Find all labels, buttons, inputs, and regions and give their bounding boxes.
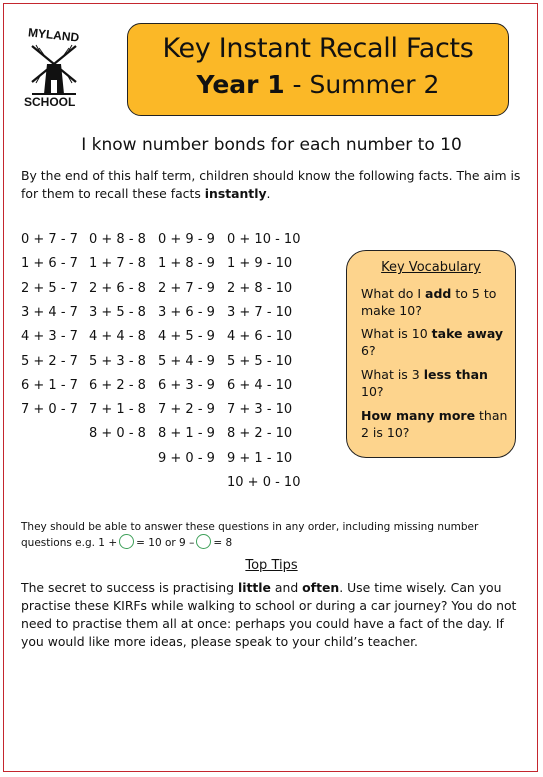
title-banner [127,23,509,116]
number-bond-fact: 2 + 7 - 9 [158,280,215,296]
number-bond-fact: 6 + 1 - 7 [21,377,78,393]
number-bond-fact: 2 + 8 - 10 [227,280,293,296]
school-logo [18,22,90,112]
logo-bottom-text: SCHOOL [24,95,76,109]
number-bond-fact: 6 + 4 - 10 [227,377,293,393]
number-bond-fact: 2 + 5 - 7 [21,280,78,296]
number-bond-fact: 5 + 2 - 7 [21,353,78,369]
emphasis-instantly: instantly [204,186,267,201]
number-bond-fact: 4 + 5 - 9 [158,329,215,345]
number-bond-fact: 7 + 2 - 9 [158,402,215,418]
number-bond-fact: 5 + 5 - 10 [227,353,293,369]
top-tips-paragraph: The secret to success is practising little and often. Use time wisely. Can you practise these KIRFs while walking to school or during a car journey? You do not need to practise them all at once: perhaps you could have a fact of the day. If you would like more ideas, please speak to your child’s teacher. [21,580,517,649]
number-bond-fact: 8 + 1 - 9 [158,426,215,442]
vocab-question: How many more than 2 is 10? [361,408,508,440]
number-bond-fact: 0 + 7 - 7 [21,232,78,247]
missing-number-note: They should be able to answer these questions in any order, including missing number questions e.g. 1 + = 10 or 9 – = 8 [21,521,479,549]
number-bond-fact: 6 + 3 - 9 [158,377,215,393]
vocab-heading: Key Vocabulary [381,260,481,275]
number-bond-fact: 3 + 4 - 7 [21,304,78,320]
number-bond-fact: 4 + 3 - 7 [21,329,78,345]
number-bond-fact: 4 + 4 - 8 [89,329,146,345]
term-label: - Summer 2 [284,70,440,99]
number-bond-fact: 1 + 7 - 8 [89,256,146,272]
page-title: Key Instant Recall Facts [162,33,474,64]
top-tips-heading: Top Tips [245,558,298,573]
number-bond-fact: 0 + 8 - 8 [89,232,146,247]
vocab-question: What do I add to 5 to make 10? [361,286,497,318]
number-bond-fact: 2 + 6 - 8 [89,280,146,296]
number-bond-fact: 0 + 10 - 10 [227,232,301,247]
number-bond-fact: 5 + 3 - 8 [89,353,146,369]
number-bond-fact: 1 + 8 - 9 [158,256,215,272]
logo-top-text: MYLAND [27,25,80,45]
number-bond-fact: 1 + 9 - 10 [227,256,293,272]
year-label: Year 1 [196,70,285,99]
vocab-question: What is 3 less than 10? [361,367,488,399]
number-bond-fact: 10 + 0 - 10 [227,475,301,490]
number-bond-fact: 8 + 2 - 10 [227,426,293,442]
intro-paragraph: By the end of this half term, children should know the following facts. The aim is for them to recall these facts instantly. [21,168,521,201]
page-subtitle [128,70,508,99]
number-bond-fact: 7 + 0 - 7 [21,402,78,418]
blank-circle-icon [196,534,211,549]
vocab-question: What is 10 take away 6? [361,326,504,358]
number-bond-fact: 4 + 6 - 10 [227,329,293,345]
number-bond-fact: 8 + 0 - 8 [89,426,146,442]
number-bond-fact: 1 + 6 - 7 [21,256,78,272]
number-bond-fact: 9 + 1 - 10 [227,450,293,466]
number-bond-fact: 9 + 0 - 9 [158,450,215,466]
number-bond-fact: 6 + 2 - 8 [89,377,146,393]
key-vocabulary-box [346,250,516,458]
number-bond-fact: 7 + 1 - 8 [89,402,146,418]
blank-circle-icon [119,534,134,549]
section-heading: I know number bonds for each number to 10 [81,135,462,155]
number-bond-fact: 3 + 5 - 8 [89,304,146,320]
windmill-icon [28,42,80,96]
number-bond-fact: 3 + 7 - 10 [227,304,293,320]
number-bond-fact: 7 + 3 - 10 [227,402,293,418]
number-bond-fact: 3 + 6 - 9 [158,304,215,320]
number-bond-fact: 0 + 9 - 9 [158,232,215,247]
number-bond-fact: 5 + 4 - 9 [158,353,215,369]
